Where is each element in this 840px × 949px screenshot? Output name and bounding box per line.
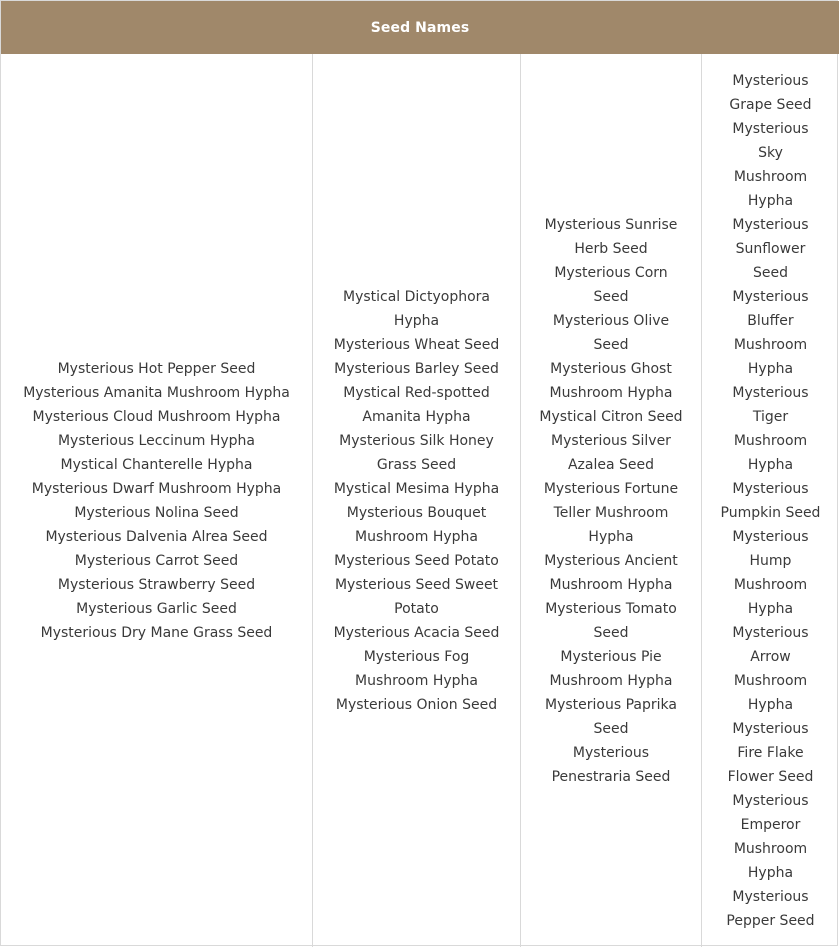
seed-column-4-text: Mysterious Grape Seed Mysterious Sky Mushroom Hypha Mysterious Sunflower Seed Mysterious Bluffer Mushroom Hypha Mysterious Tiger Mushroom Hypha Mysterious Pumpkin Seed Mysterious Hump Mushroom Hypha Mysterious Arrow Mushroom Hypha Mysterious Fire Flake Flower Seed Mysterious Emperor Mushroom Hypha Mysterious Pepper Seed [720, 72, 821, 929]
seed-column-2-text: Mystical Dictyophora Hypha Mysterious Wheat Seed Mysterious Barley Seed Mystical Red-spotted Amanita Hypha Mysterious Silk Honey Grass Seed Mystical Mesima Hypha Mysterious Bouquet Mushroom Hypha Mysterious Seed Potato Mysterious Seed Sweet Potato Mysterious Acacia Seed Mysterious Fog Mushroom Hypha Mysterious Onion Seed [333, 288, 500, 713]
seed-column-1 [1, 54, 312, 947]
seed-column-3-text: Mysterious Sunrise Herb Seed Mysterious Corn Seed Mysterious Olive Seed Mysterious Ghost Mushroom Hypha Mystical Citron Seed Mysterious Silver Azalea Seed Mysterious Fortune Teller Mushroom Hypha Mysterious Ancient Mushroom Hypha Mysterious Tomato Seed Mysterious Pie Mushroom Hypha Mysterious Paprika Seed Mysterious Penestraria Seed [539, 216, 683, 785]
table-header [1, 1, 839, 54]
table-header-title: Seed Names [370, 19, 470, 36]
seed-column-2 [312, 54, 520, 947]
seed-column-3 [520, 54, 701, 947]
seed-column-1-text: Mysterious Hot Pepper Seed Mysterious Amanita Mushroom Hypha Mysterious Cloud Mushroom Hypha Mysterious Leccinum Hypha Mystical Chanterelle Hypha Mysterious Dwarf Mushroom Hypha Mysterious Nolina Seed Mysterious Dalvenia Alrea Seed Mysterious Carrot Seed Mysterious Strawberry Seed Mysterious Garlic Seed Mysterious Dry Mane Grass Seed [23, 360, 290, 641]
seed-column-4 [701, 54, 839, 947]
